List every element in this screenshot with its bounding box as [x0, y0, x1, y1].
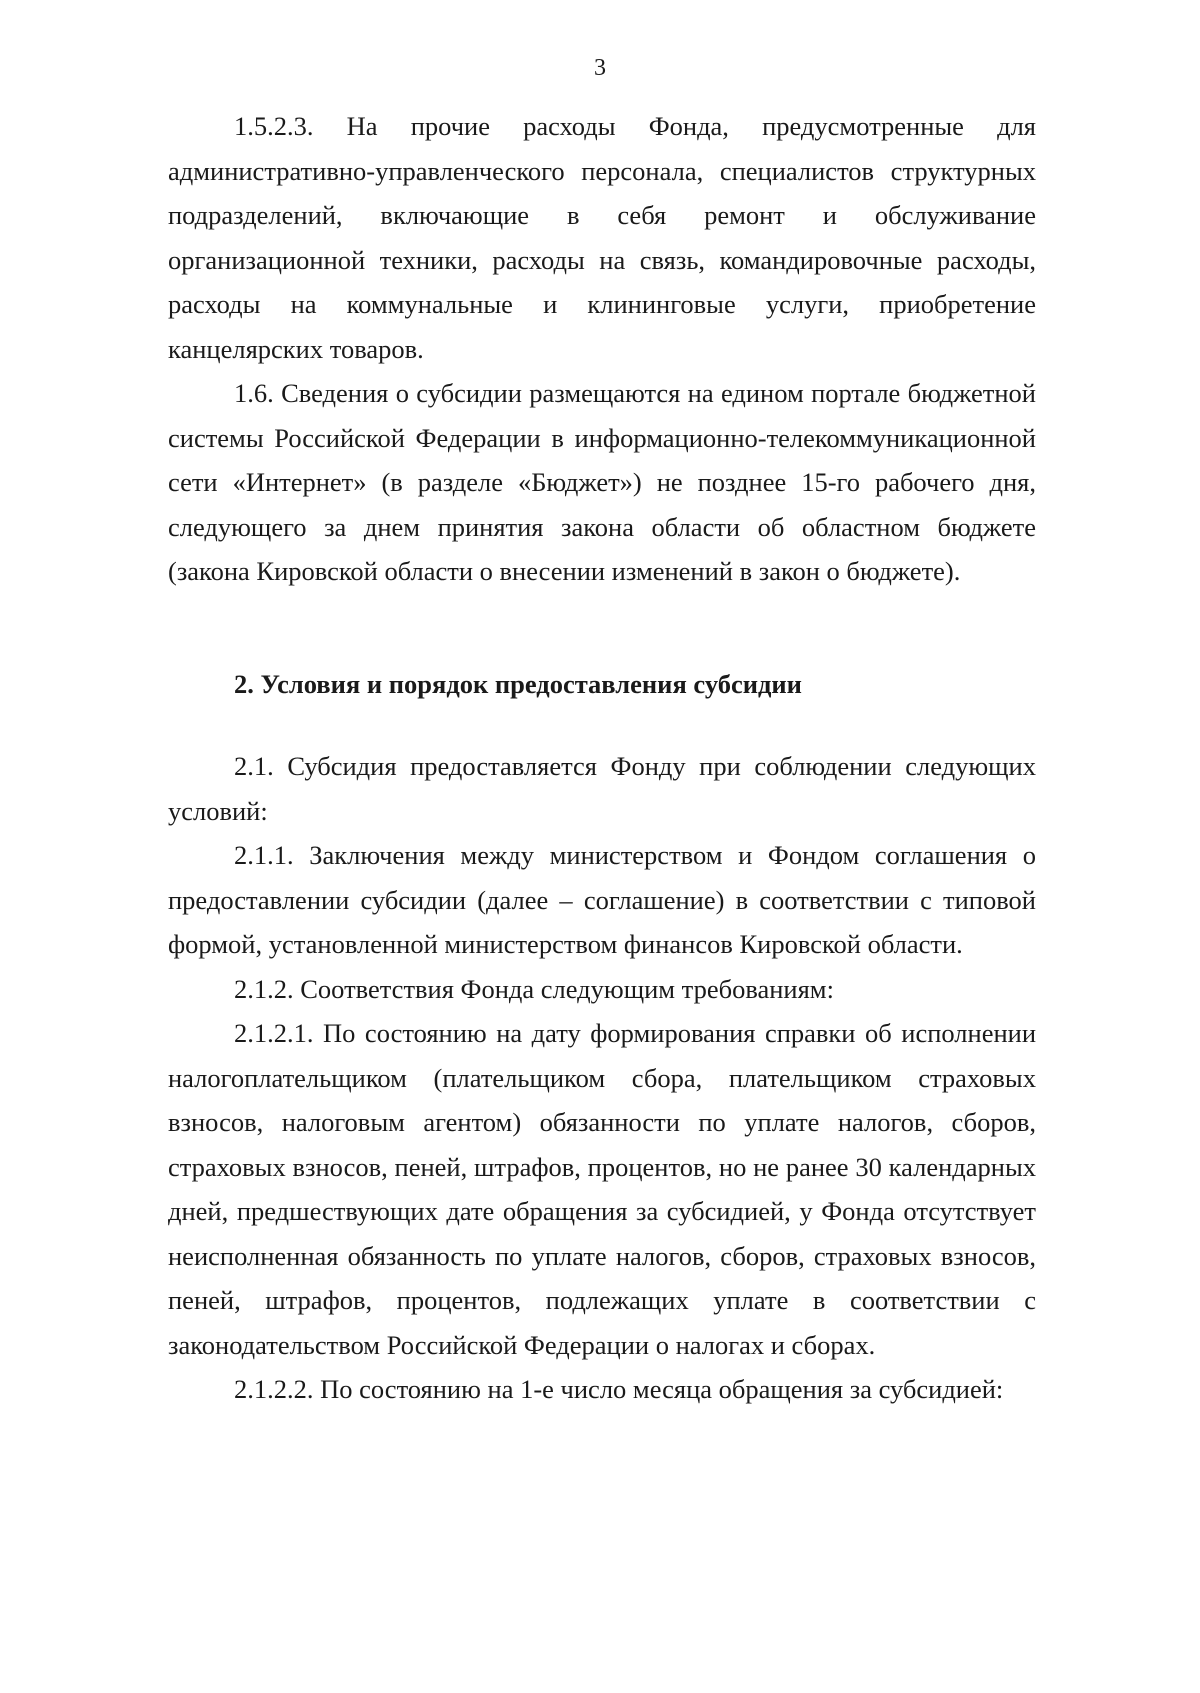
section-heading: 2. Условия и порядок предоставления субсидии [234, 668, 802, 699]
paragraph-2-1-2: 2.1.2. Соответствия Фонда следующим требованиям: [234, 973, 834, 1004]
paragraph-2-1-1: 2.1.1. Заключения между министерством и Фондом соглашения о предоставлении субсидии (далее – соглашение) в соответствии с типовой формой, установленной министерством финансов Кировской области. [168, 840, 1036, 959]
paragraph-2-1: 2.1. Субсидия предоставляется Фонду при соблюдении следующих условий: [168, 751, 1036, 826]
paragraph-1-5-2-3: 1.5.2.3. На прочие расходы Фонда, предусмотренные для административно-управленческого персонала, специалистов структурных подразделений, включающие в себя ремонт и обслуживание организационной техники, расходы на связь, командировочные расходы, расходы на коммунальные и клининговые услуги, приобретение канцелярских товаров. [168, 111, 1036, 364]
paragraph-2-1-2-2: 2.1.2.2. По состоянию на 1-е число месяца обращения за субсидией: [234, 1374, 1004, 1404]
paragraph-2-1-2-1: 2.1.2.1. По состоянию на дату формирования справки об исполнении налогоплательщиком (плательщиком сбора, плательщиком страховых взносов, налоговым агентом) обязанности по уплате налогов, сборов, страховых взносов, пеней, штрафов, процентов, но не ранее 30 календарных дней, предшествующих дате обращения за субсидией, у Фонда отсутствует неисполненная обязанность по уплате налогов, сборов, страховых взносов, пеней, штрафов, процентов, подлежащих уплате в соответствии с законодательством Российской Федерации о налогах и сборах. [168, 1018, 1036, 1360]
document-body [168, 104, 1036, 1412]
page-number: 3 [594, 55, 606, 81]
paragraph-1-6: 1.6. Сведения о субсидии размещаются на едином портале бюджетной системы Российской Федерации в информационно-телекоммуникационной сети «Интернет» (в разделе «Бюджет») не позднее 15-го рабочего дня, следующего за днем принятия закона области об областном бюджете (закона Кировской области о внесении изменений в закон о бюджете). [168, 378, 1036, 586]
